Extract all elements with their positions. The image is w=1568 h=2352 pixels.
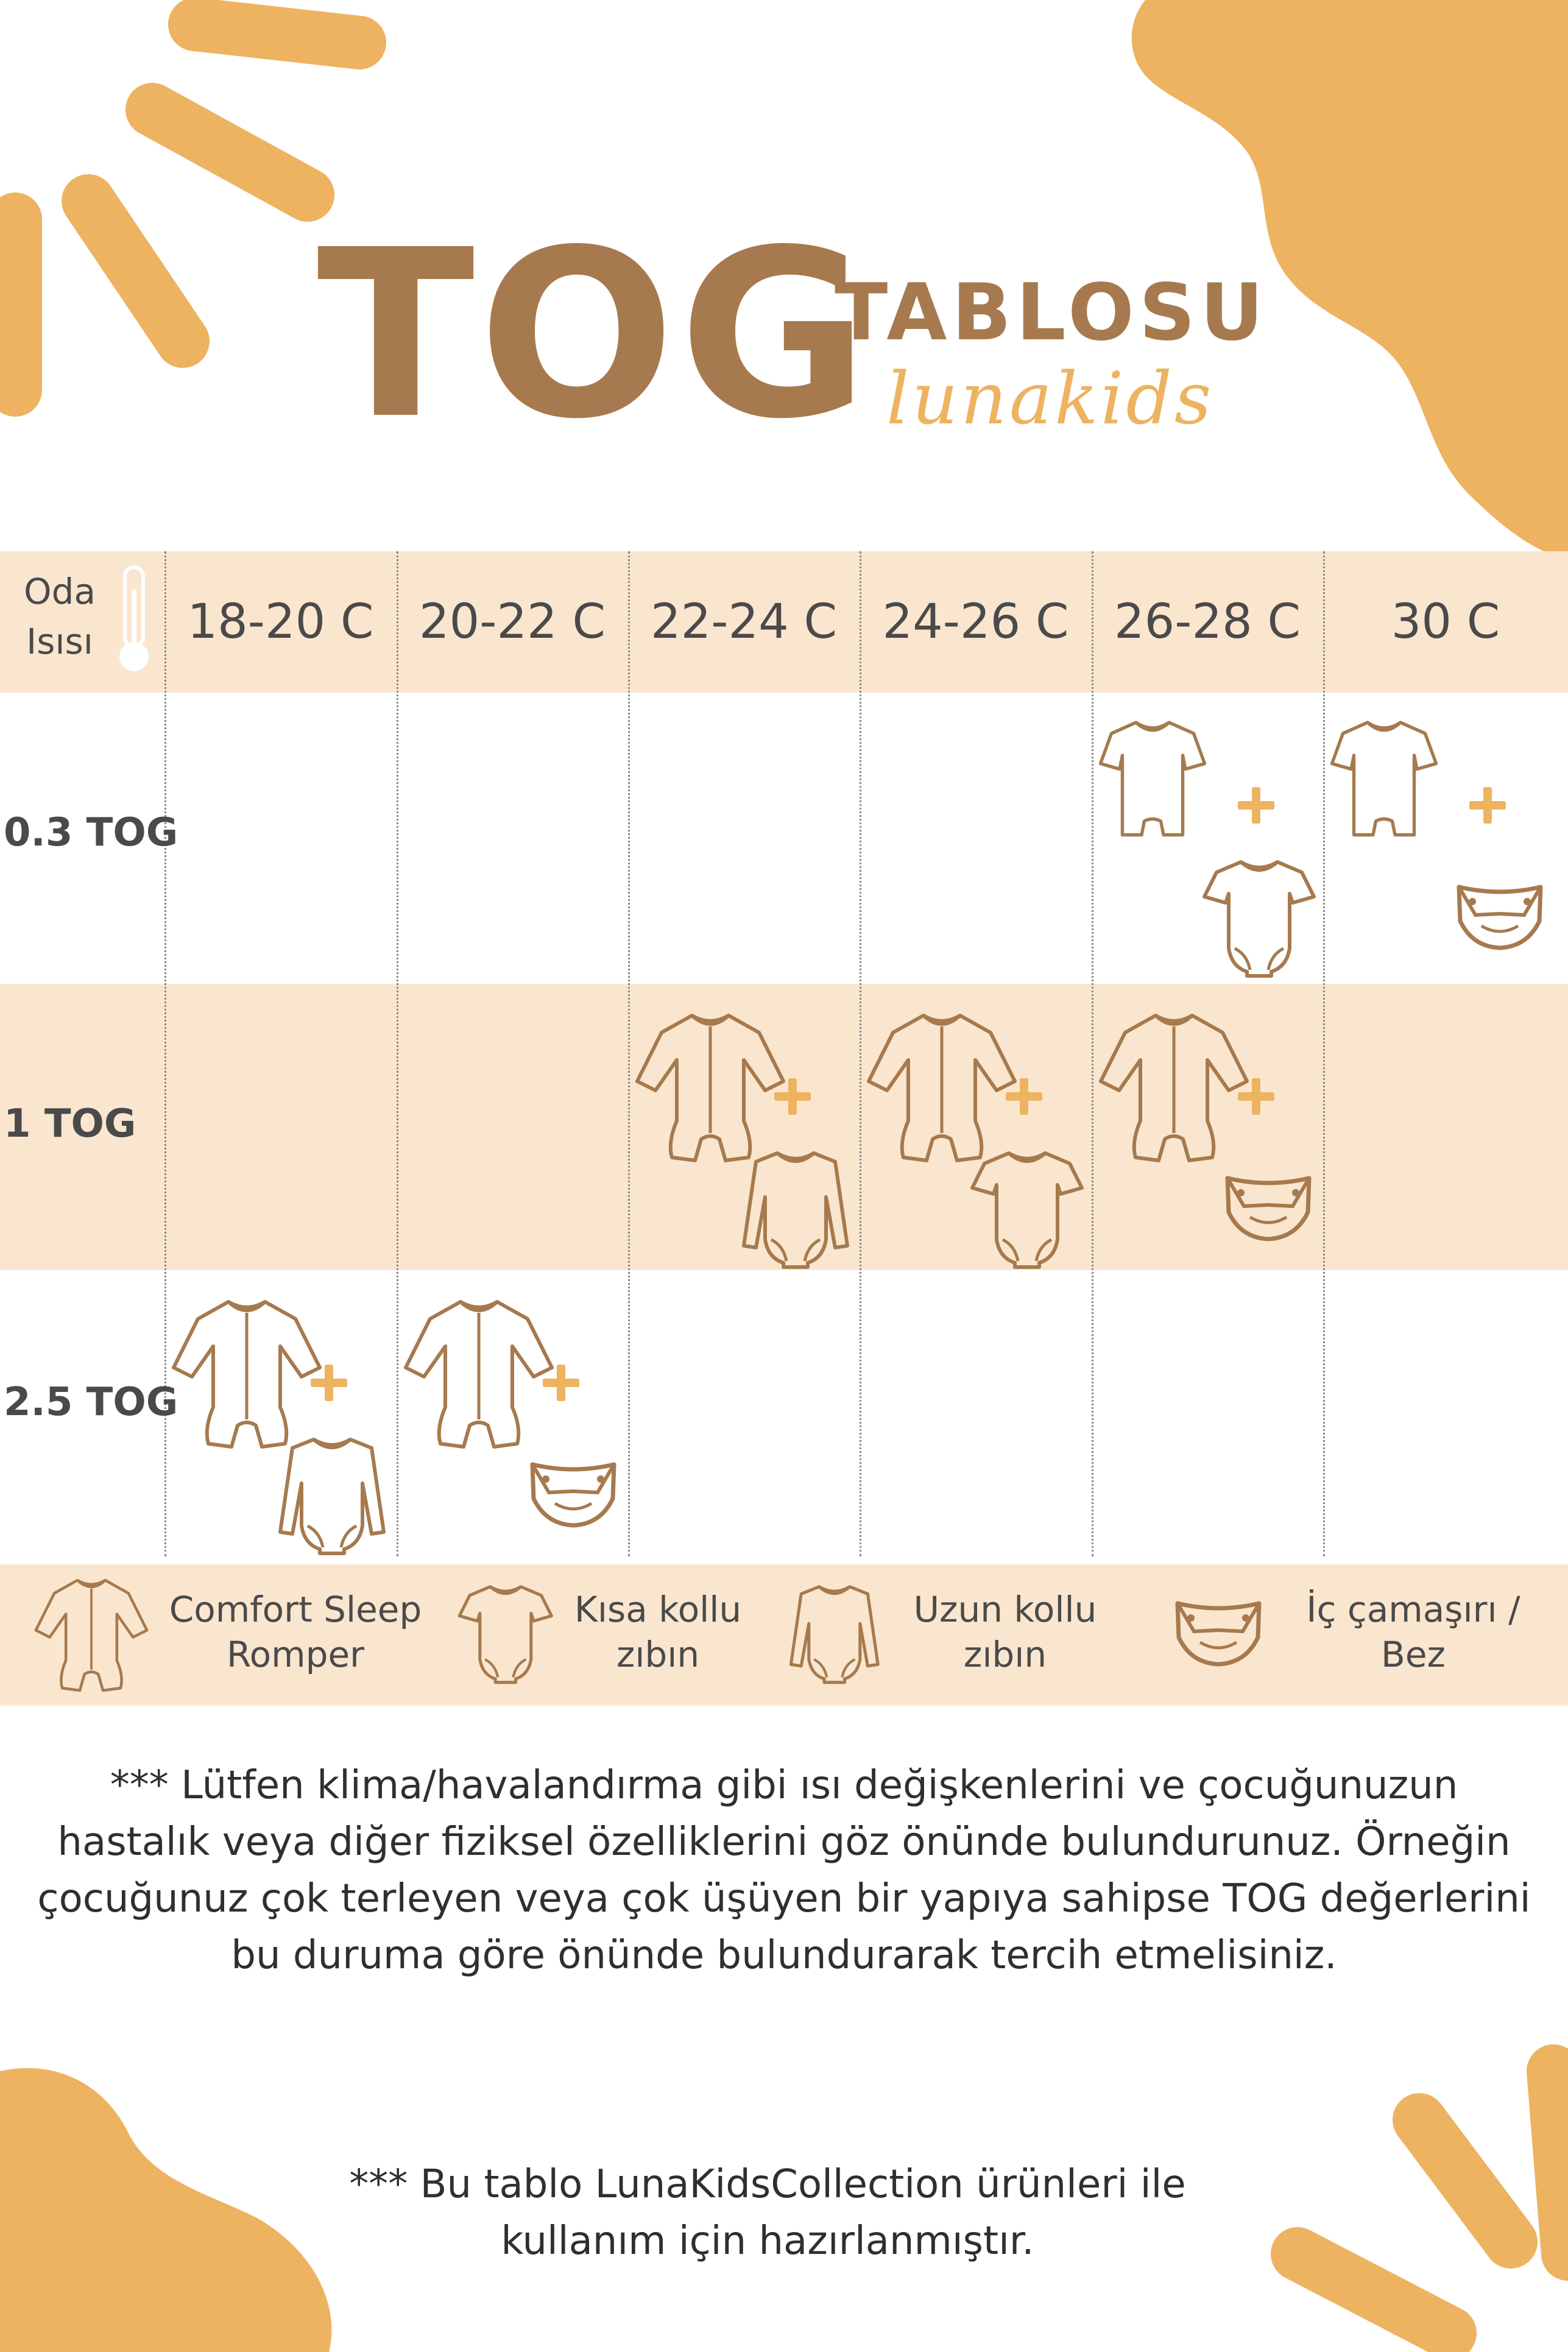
diaper-icon (528, 1456, 619, 1529)
short-romper-icon (1329, 717, 1439, 849)
column-divider (628, 551, 630, 1556)
short-sleeve-bodysuit-icon (1201, 857, 1317, 979)
footer-note: *** Bu tablo LunaKidsCollection ürünleri ile kullanım için hazırlanmıştır. (349, 2162, 1186, 2264)
care-note: *** Lütfen klima/havalandırma gibi ısı değişkenlerini ve çocuğunuzun hastalık veya diğer fiziksel özelliklerini göz önünde bulundurunuz. Örneğin çocuğunuz çok terleyen veya çok üşüyen bir yapıya sahipse TOG değerlerini bu duruma göre önünde bulundurarak tercih etmelisiniz. (37, 1763, 1531, 1978)
sleep-romper-icon (634, 1008, 786, 1167)
short-romper-icon (1098, 717, 1207, 849)
short-sleeve-bodysuit-icon (969, 1148, 1085, 1270)
plus-icon (1466, 784, 1509, 827)
temperature-column-header: 26-28 C (1114, 595, 1301, 649)
top-left-sun-rays (15, 24, 359, 390)
diaper-icon (1223, 1170, 1314, 1243)
sleep-romper-icon (403, 1294, 555, 1453)
diaper-icon (1454, 878, 1545, 952)
temperature-column-header: 24-26 C (882, 595, 1069, 649)
temperature-column-header: 18-20 C (187, 595, 374, 649)
long-sleeve-bodysuit-icon (786, 1583, 883, 1685)
plus-icon (308, 1361, 350, 1404)
bottom-right-sun-rays (1298, 2071, 1568, 2333)
long-sleeve-bodysuit-icon (274, 1435, 390, 1556)
title-tog: TOG (317, 200, 873, 470)
plus-icon (771, 1075, 814, 1118)
thermometer-icon (116, 565, 152, 674)
temperature-column-header: 22-24 C (651, 595, 837, 649)
plus-icon (1235, 1075, 1277, 1118)
column-divider (1323, 551, 1325, 1556)
room-temperature-label: Oda Isısı (23, 571, 96, 662)
diaper-icon (1173, 1595, 1264, 1668)
brand-name: lunakids (886, 356, 1214, 440)
sleep-romper-icon (171, 1294, 323, 1453)
sleep-romper-icon (1098, 1008, 1250, 1167)
legend-label-short-sleeve-bodysuit: Kısa kollu zıbın (574, 1589, 742, 1675)
sleep-romper-icon (866, 1008, 1018, 1167)
plus-icon (1235, 784, 1277, 827)
plus-icon (1003, 1075, 1045, 1118)
tog-label-2-5: 2.5 TOG (4, 1380, 178, 1425)
temperature-column-header: 30 C (1391, 595, 1500, 649)
tog-label-1: 1 TOG (4, 1101, 136, 1146)
short-sleeve-bodysuit-icon (457, 1583, 554, 1685)
column-divider (860, 551, 861, 1556)
tog-label-0-3: 0.3 TOG (4, 810, 178, 855)
column-divider (1092, 551, 1093, 1556)
sleep-romper-icon (34, 1575, 149, 1695)
legend-label-diaper: İç çamaşırı / Bez (1306, 1589, 1520, 1675)
column-divider (397, 551, 398, 1556)
title-tablosu: TABLOSU (835, 267, 1268, 358)
plus-icon (540, 1361, 582, 1404)
long-sleeve-bodysuit-icon (738, 1148, 853, 1270)
bottom-left-blob-shape (0, 2068, 331, 2352)
legend-label-long-sleeve-bodysuit: Uzun kollu zıbın (913, 1589, 1097, 1675)
temperature-column-header: 20-22 C (419, 595, 606, 649)
legend-label-sleep-romper: Comfort Sleep Romper (169, 1589, 422, 1675)
